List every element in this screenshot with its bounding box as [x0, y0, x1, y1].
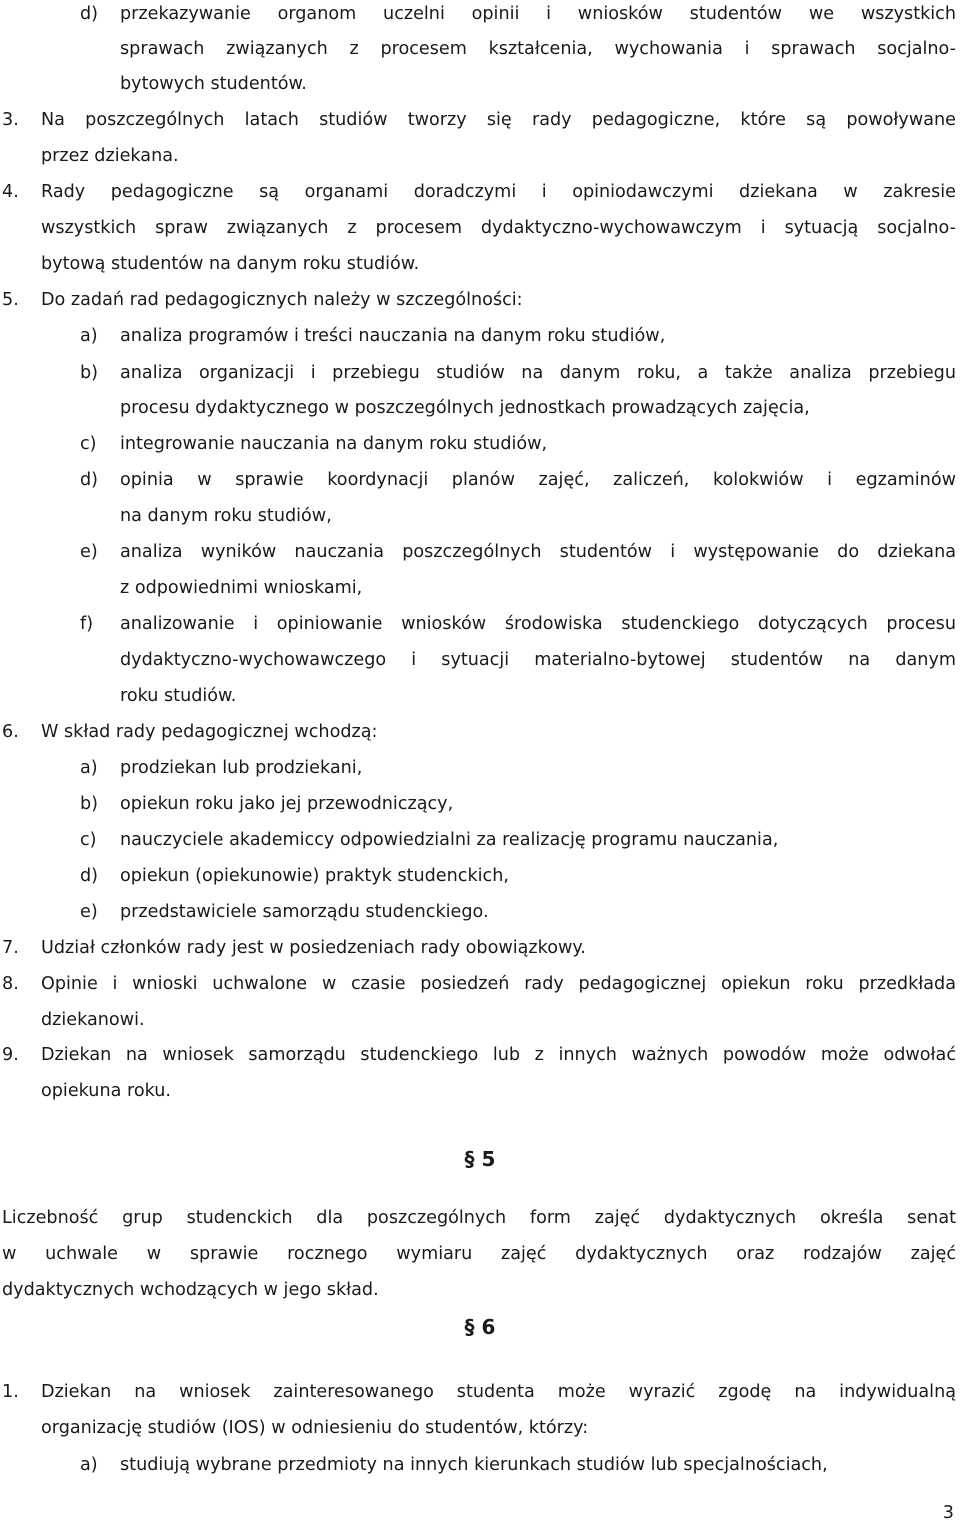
list-marker: 9. — [2, 1045, 19, 1065]
text-line: Rady pedagogiczne są organami doradczymi i opiniodawczymi dziekana w zakresie — [41, 182, 956, 202]
list-marker: d) — [80, 866, 99, 886]
text-line: opiekuna roku. — [41, 1081, 171, 1101]
text-line: Dziekan na wniosek zainteresowanego studenta może wyrazić zgodę na indywidualną — [41, 1382, 956, 1402]
list-marker: 3. — [2, 110, 19, 130]
text-line: Do zadań rad pedagogicznych należy w szczególności: — [41, 290, 523, 310]
text-line: analiza wyników nauczania poszczególnych studentów i występowanie do dziekana — [120, 542, 956, 562]
list-marker: c) — [80, 434, 97, 454]
text-line: prodziekan lub prodziekani, — [120, 758, 363, 778]
text-line: przekazywanie organom uczelni opinii i wniosków studentów we wszystkich — [120, 4, 956, 24]
text-line: nauczyciele akademiccy odpowiedzialni za realizację programu nauczania, — [120, 830, 779, 850]
text-line: opinia w sprawie koordynacji planów zajęć, zaliczeń, kolokwiów i egzaminów — [120, 470, 956, 490]
text-line: Dziekan na wniosek samorządu studenckiego lub z innych ważnych powodów może odwołać — [41, 1045, 956, 1065]
list-marker: d) — [80, 470, 99, 490]
text-line: roku studiów. — [120, 686, 237, 706]
list-marker: 1. — [2, 1382, 19, 1402]
text-line: dydaktycznych wchodzących w jego skład. — [2, 1280, 379, 1300]
text-line: wszystkich spraw związanych z procesem dydaktyczno-wychowawczym i sytuacją socjalno- — [41, 218, 956, 238]
text-line: integrowanie nauczania na danym roku studiów, — [120, 434, 548, 454]
text-line: analizowanie i opiniowanie wniosków środowiska studenckiego dotyczących procesu — [120, 614, 956, 634]
list-marker: b) — [80, 363, 99, 383]
list-marker: b) — [80, 794, 99, 814]
section-heading: § 6 — [464, 1315, 496, 1339]
text-line: przedstawiciele samorządu studenckiego. — [120, 902, 489, 922]
text-line: organizację studiów (IOS) w odniesieniu do studentów, którzy: — [41, 1418, 589, 1438]
page-number: 3 — [942, 1503, 954, 1523]
list-marker: f) — [80, 614, 94, 634]
list-marker: e) — [80, 542, 98, 562]
list-marker: 8. — [2, 974, 19, 994]
text-line: z odpowiednimi wnioskami, — [120, 578, 363, 598]
text-line: procesu dydaktycznego w poszczególnych jednostkach prowadzących zajęcia, — [120, 398, 810, 418]
list-marker: 6. — [2, 722, 19, 742]
list-marker: 5. — [2, 290, 19, 310]
list-marker: a) — [80, 326, 98, 346]
text-line: opiekun (opiekunowie) praktyk studenckich, — [120, 866, 509, 886]
list-marker: e) — [80, 902, 98, 922]
text-line: Opinie i wnioski uchwalone w czasie posiedzeń rady pedagogicznej opiekun roku przedkłada — [41, 974, 956, 994]
text-line: analiza organizacji i przebiegu studiów na danym roku, a także analiza przebiegu — [120, 363, 956, 383]
text-line: analiza programów i treści nauczania na danym roku studiów, — [120, 326, 666, 346]
text-line: bytowych studentów. — [120, 74, 307, 94]
section-heading: § 5 — [464, 1147, 496, 1171]
list-marker: a) — [80, 758, 98, 778]
text-line: w uchwale w sprawie rocznego wymiaru zajęć dydaktycznych oraz rodzajów zajęć — [2, 1244, 956, 1264]
text-line: Na poszczególnych latach studiów tworzy się rady pedagogiczne, które są powoływane — [41, 110, 956, 130]
text-line: bytową studentów na danym roku studiów. — [41, 254, 420, 274]
text-line: Udział członków rady jest w posiedzeniach rady obowiązkowy. — [41, 938, 586, 958]
text-line: sprawach związanych z procesem kształcenia, wychowania i sprawach socjalno- — [120, 39, 956, 59]
text-line: W skład rady pedagogicznej wchodzą: — [41, 722, 378, 742]
list-marker: 4. — [2, 182, 19, 202]
text-line: dziekanowi. — [41, 1010, 145, 1030]
text-line: przez dziekana. — [41, 146, 179, 166]
text-line: studiują wybrane przedmioty na innych kierunkach studiów lub specjalnościach, — [120, 1455, 828, 1475]
text-line: Liczebność grup studenckich dla poszczególnych form zajęć dydaktycznych określa senat — [2, 1208, 956, 1228]
text-line: na danym roku studiów, — [120, 506, 332, 526]
list-marker: a) — [80, 1455, 98, 1475]
text-line: opiekun roku jako jej przewodniczący, — [120, 794, 454, 814]
list-marker: d) — [80, 4, 99, 24]
text-line: dydaktyczno-wychowawczego i sytuacji materialno-bytowej studentów na danym — [120, 650, 956, 670]
list-marker: c) — [80, 830, 97, 850]
list-marker: 7. — [2, 938, 19, 958]
